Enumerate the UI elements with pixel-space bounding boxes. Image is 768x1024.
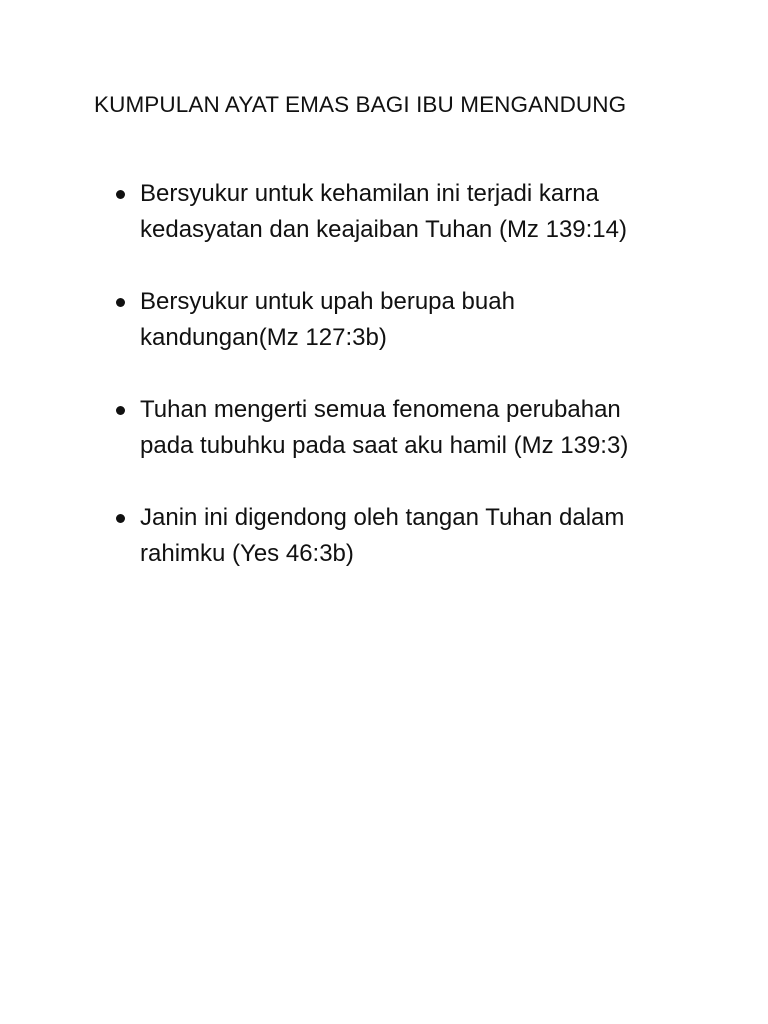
verse-list <box>0 176 768 608</box>
bullet-icon <box>116 190 125 199</box>
list-item-line: Tuhan mengerti semua fenomena perubahan <box>140 396 621 423</box>
list-item-line: Janin ini digendong oleh tangan Tuhan dalam <box>140 504 625 531</box>
list-item <box>0 392 700 464</box>
list-item-line: Bersyukur untuk kehamilan ini terjadi karna <box>140 180 599 207</box>
bullet-icon <box>116 298 125 307</box>
list-item-line: rahimku (Yes 46:3b) <box>140 540 354 567</box>
list-item <box>0 500 700 572</box>
list-item-line: kedasyatan dan keajaiban Tuhan (Mz 139:14) <box>140 216 627 243</box>
list-item <box>0 284 700 356</box>
list-item <box>0 176 700 248</box>
document-title: KUMPULAN AYAT EMAS BAGI IBU MENGANDUNG <box>94 92 627 117</box>
bullet-icon <box>116 406 125 415</box>
list-item-line: pada tubuhku pada saat aku hamil (Mz 139:3) <box>140 432 629 459</box>
list-item-line: Bersyukur untuk upah berupa buah <box>140 288 515 315</box>
bullet-icon <box>116 514 125 523</box>
list-item-line: kandungan(Mz 127:3b) <box>140 324 387 351</box>
